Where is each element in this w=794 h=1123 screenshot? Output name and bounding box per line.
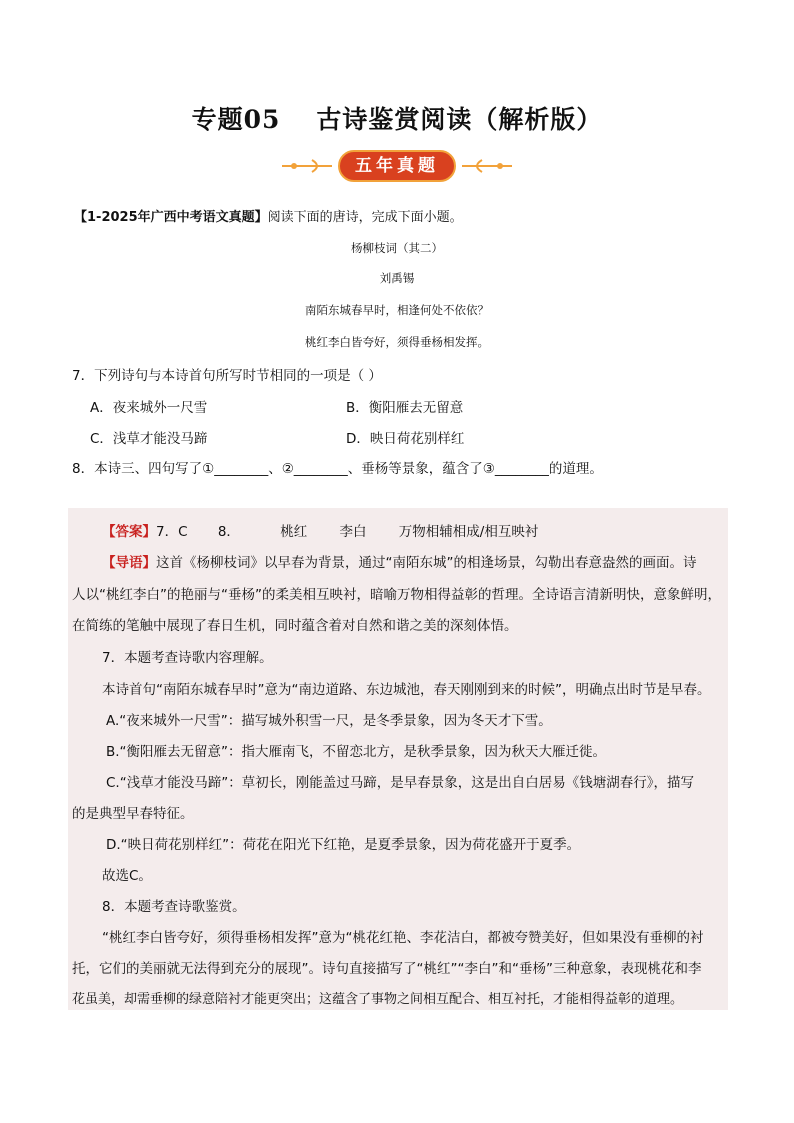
poem-line-2: 桃红李白皆夸好，须得垂杨相发挥。 [305,335,489,349]
answer-label: 【答案】 [102,524,156,540]
q7-option-d: D．映日荷花别样红 [346,431,465,447]
s7-line-1: 本诗首句“南陌东城春早时”意为“南边道路、东边城池，春天刚刚到来的时候”，明确点出时节是早春。 [102,682,711,698]
question-header [74,206,463,225]
page-title [0,100,794,136]
s7-option-c-1: C.“浅草才能没马蹄”：草初长，刚能盖过马蹄，是早春景象，这是出自白居易《钱塘湖春行》，描写 [106,775,694,791]
s7-option-a: A.“夜来城外一尺雪”：描写城外积雪一尺，是冬季景象，因为冬天才下雪。 [106,713,552,729]
question-source: 【1-2025年广西中考语文真题】 [74,210,268,225]
s7-option-b: B.“衡阳雁去无留意”：指大雁南飞，不留恋北方，是秋季景象，因为秋天大雁迁徙。 [106,744,607,760]
answer-7: 7．C [156,524,188,540]
intro-text-1: 这首《杨柳枝词》以早春为背景，通过“南陌东城”的相逢场景，勾勒出春意盎然的画面。诗 [156,555,697,571]
question-instruction: 阅读下面的唐诗，完成下面小题。 [267,210,463,225]
s8-line-3: 花虽美，却需垂柳的绿意陪衬才能更突出；这蕴含了事物之间相互配合、相互衬托，才能相得益彰的道理。 [72,992,684,1007]
intro-line-2: 人以“桃红李白”的艳丽与“垂杨”的柔美相互映衬，暗喻万物相得益彰的哲理。全诗语言清新明快，意象鲜明， [72,587,721,603]
s8-head: 8．本题考查诗歌鉴赏。 [102,899,246,915]
q7-option-a: A．夜来城外一尺雪 [90,400,208,416]
s7-option-d: D.“映日荷花别样红”：荷花在阳光下红艳，是夏季景象，因为荷花盛开于夏季。 [106,837,581,853]
answer-line [102,520,538,540]
q7-stem: 7．下列诗句与本诗首句所写时节相同的一项是（ ） [72,368,382,384]
s8-line-2: 托，它们的美丽就无法得到充分的展现”。诗句直接描写了“桃红”“李白”和“垂杨”三种意象，表现桃花和李 [72,961,702,977]
s8-line-1: “桃红李白皆夸好，须得垂杨相发挥”意为“桃花红艳、李花洁白，都被夸赞美好，但如果没有垂柳的衬 [102,930,704,946]
q8-stem: 8．本诗三、四句写了①________、②________、垂杨等景象，蕴含了③________的道理。 [72,461,603,477]
poem-title: 杨柳枝词（其二） [351,241,443,255]
answer-8-3: 万物相辅相成/相互映衬 [398,524,539,540]
q7-option-b: B．衡阳雁去无留意 [346,400,464,416]
answer-8-label: 8． [217,524,240,540]
s7-choice: 故选C。 [102,868,152,884]
q7-option-c: C．浅草才能没马蹄 [90,431,208,447]
poem-line-1: 南陌东城春早时，相逢何处不依依？ [305,303,489,317]
intro-label: 【导语】 [102,555,156,571]
title-part1: 专题05 [191,105,281,134]
section-badge: 五年真题 [338,150,456,182]
answer-8-2: 李白 [339,524,367,540]
answer-8-1: 桃红 [280,524,308,540]
poem-author: 刘禹锡 [379,271,415,285]
intro-line-1 [102,551,697,571]
title-part2: 古诗鉴赏阅读（解析版） [316,105,603,134]
s7-option-c-2: 的是典型早春特征。 [72,806,194,822]
s7-head: 7．本题考查诗歌内容理解。 [102,650,273,666]
intro-line-3: 在简练的笔触中展现了春日生机，同时蕴含着对自然和谐之美的深刻体悟。 [72,618,518,634]
